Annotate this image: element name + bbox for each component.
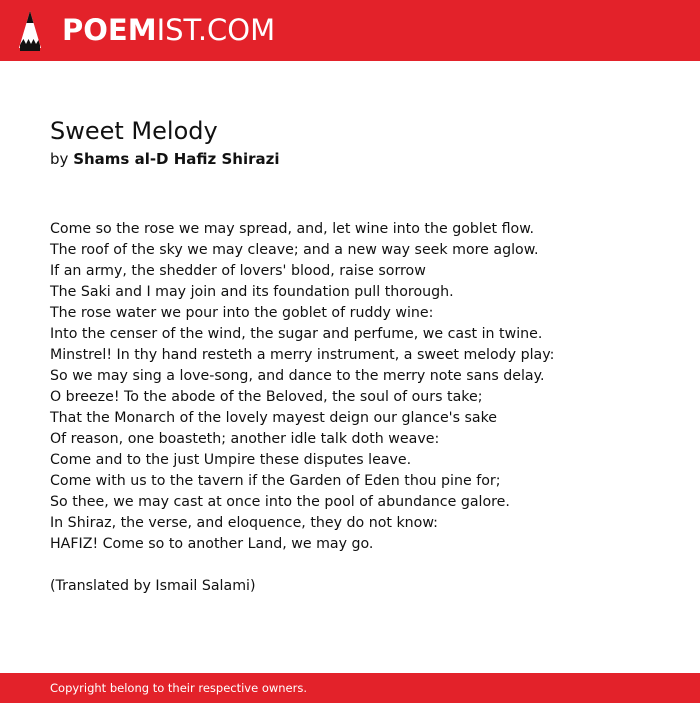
poem-line: Come with us to the tavern if the Garden of Eden thou pine for; xyxy=(50,473,501,489)
poem-body xyxy=(50,219,670,555)
poem-line: In Shiraz, the verse, and eloquence, they do not know: xyxy=(50,515,438,531)
site-header xyxy=(0,0,700,61)
poem-title: Sweet Melody xyxy=(50,117,218,145)
site-footer xyxy=(0,673,700,703)
poem-line: HAFIZ! Come so to another Land, we may go. xyxy=(50,536,374,552)
copyright-text: Copyright belong to their respective owners. xyxy=(50,681,308,695)
poem-line: Come so the rose we may spread, and, let wine into the goblet flow. xyxy=(50,221,535,237)
poem-line: O breeze! To the abode of the Beloved, the soul of ours take; xyxy=(50,389,483,405)
logo-bold-text: POEM xyxy=(62,13,157,47)
byline xyxy=(50,148,280,170)
poem-line: If an army, the shedder of lovers' blood, raise sorrow xyxy=(50,263,426,279)
site-logo[interactable] xyxy=(62,12,275,48)
pencil-tip-icon[interactable] xyxy=(18,10,42,52)
poem-line: Minstrel! In thy hand resteth a merry instrument, a sweet melody play: xyxy=(50,347,555,363)
poem-line: Into the censer of the wind, the sugar and perfume, we cast in twine. xyxy=(50,326,543,342)
poem-line: The roof of the sky we may cleave; and a new way seek more aglow. xyxy=(50,242,539,258)
poem-line: The rose water we pour into the goblet of ruddy wine: xyxy=(50,305,434,321)
poem-line: The Saki and I may join and its foundation pull thorough. xyxy=(50,284,454,300)
poem-line: So we may sing a love-song, and dance to the merry note sans delay. xyxy=(50,368,545,384)
poem-line: So thee, we may cast at once into the pool of abundance galore. xyxy=(50,494,510,510)
translation-note: (Translated by Ismail Salami) xyxy=(50,578,256,594)
by-label: by xyxy=(50,150,69,168)
poem-line: Of reason, one boasteth; another idle talk doth weave: xyxy=(50,431,440,447)
author-name: Shams al-D Hafiz Shirazi xyxy=(73,150,280,168)
poem-line: Come and to the just Umpire these disputes leave. xyxy=(50,452,412,468)
poem-line: That the Monarch of the lovely mayest deign our glance's sake xyxy=(50,410,498,426)
logo-light-text: IST.COM xyxy=(156,13,276,47)
